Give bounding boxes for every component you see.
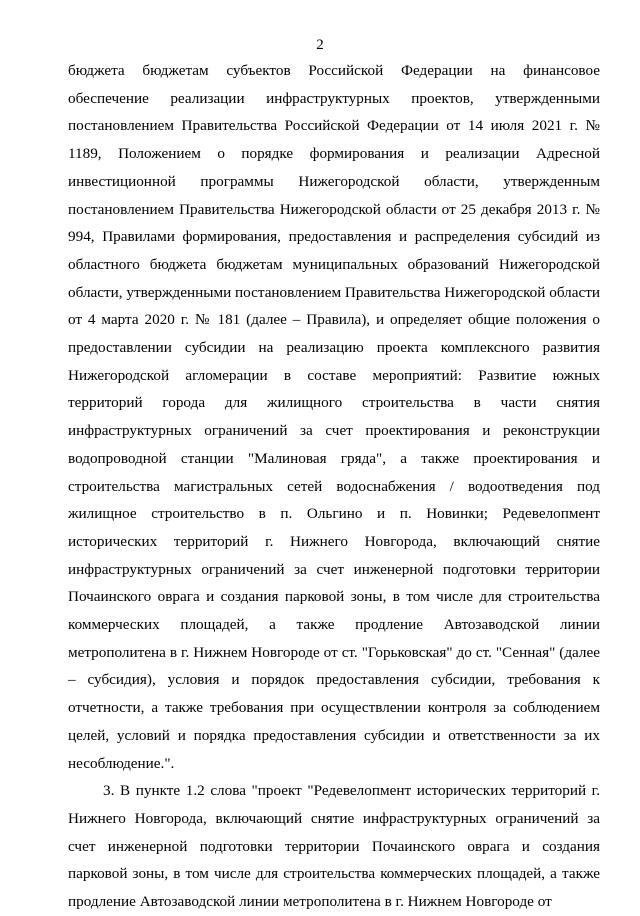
body-paragraph-continuation: бюджета бюджетам субъектов Российской Федерации на финансовое обеспечение реализации инфраструктурных проектов, утвержденными постановлением Правительства Российской Федерации от 14 июля 2021 г. № 1189, Положением о порядке формирования и реализации Адресной инвестиционной программы Нижегородской области, утвержденным постановлением Правительства Нижегородской области от 25 декабря 2013 г. № 994, Правилами формирования, предоставления и распределения субсидий из областного бюджета бюджетам муниципальных образований Нижегородской области, утвержденными постановлением Правительства Нижегородской области от 4 марта 2020 г. № 181 (далее – Правила), и определяет общие положения о предоставлении субсидии на реализацию проекта комплексного развития Нижегородской агломерации в составе мероприятий: Развитие южных территорий города для жилищного строительства в части снятия инфраструктурных ограничений за счет проектирования и реконструкции водопроводной станции "Малиновая гряда", а также проектирования и строительства магистральных сетей водоснабжения / водоотведения под жилищное строительство в п. Ольгино и п. Новинки; Редевелопмент исторических территорий г. Нижнего Новгорода, включающий снятие инфраструктурных ограничений за счет инженерной подготовки территории Почаинского оврага и создания парковой зоны, в том числе для строительства коммерческих площадей, а также продление Автозаводской линии метрополитена в г. Нижнем Новгороде от ст. "Горьковская" до ст. "Сенная" (далее – субсидия), условия и порядок предоставления субсидии, требования к отчетности, а также требования при осуществлении контроля за соблюдением целей, условий и порядка предоставления субсидии и ответственности за их несоблюдение.". — [68, 62, 600, 772]
page-number: 2 — [316, 37, 324, 53]
body-paragraph-item-3: 3. В пункте 1.2 слова "проект "Редевелопмент исторических территорий г. Нижнего Новгорода, включающий снятие инфраструктурных ограничений за счет инженерной подготовки территории Почаинского оврага и создания парковой зоны, в том числе для строительства коммерческих площадей, а также продление Автозаводской линии метрополитена в г. Нижнем Новгороде от — [68, 782, 600, 911]
document-body — [68, 57, 600, 916]
